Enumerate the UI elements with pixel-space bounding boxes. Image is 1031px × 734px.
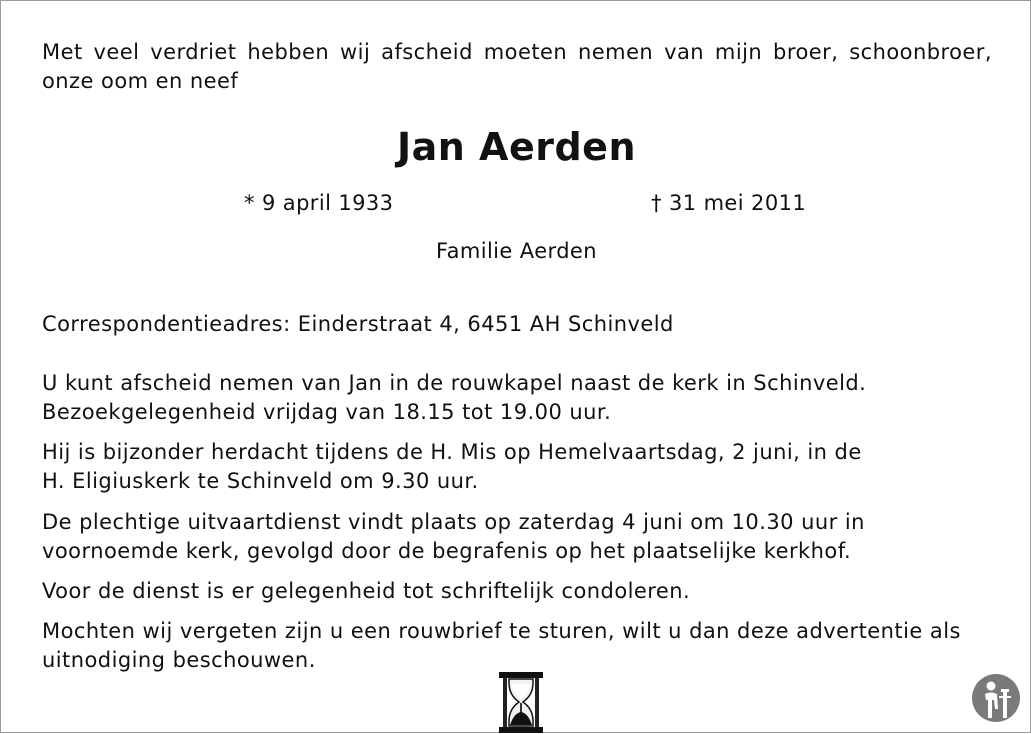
paragraph-mass: Hij is bijzonder herdacht tijdens de H. Mis op Hemelvaartsdag, 2 juni, in de H. Eligiuskerk te Schinveld om 9.30 uur. [42,440,862,493]
paragraph-condolence: Voor de dienst is er gelegenheid tot schriftelijk condoleren. [42,579,691,603]
birth-date: * 9 april 1933 [244,191,394,215]
hourglass-icon [498,671,544,734]
family-signature: Familie Aerden [436,239,597,263]
memorial-logo-icon [971,673,1021,723]
intro-text: Met veel verdriet hebben wij afscheid moeten nemen van mijn broer, schoonbroer, onze oom en neef [42,40,992,93]
paragraph-funeral: De plechtige uitvaartdienst vindt plaats op zaterdag 4 juni om 10.30 uur in voornoemde kerk, gevolgd door de begrafenis op het plaatselijke kerkhof. [42,510,865,563]
death-date: † 31 mei 2011 [651,191,807,215]
deceased-name: Jan Aerden [396,125,636,169]
paragraph-invitation: Mochten wij vergeten zijn u een rouwbrief te sturen, wilt u dan deze advertentie als uitnodiging beschouwen. [42,619,961,672]
correspondence-address: Correspondentieadres: Einderstraat 4, 6451 AH Schinveld [42,312,674,336]
paragraph-farewell: U kunt afscheid nemen van Jan in de rouwkapel naast de kerk in Schinveld. Bezoekgelegenheid vrijdag van 18.15 tot 19.00 uur. [42,371,867,424]
